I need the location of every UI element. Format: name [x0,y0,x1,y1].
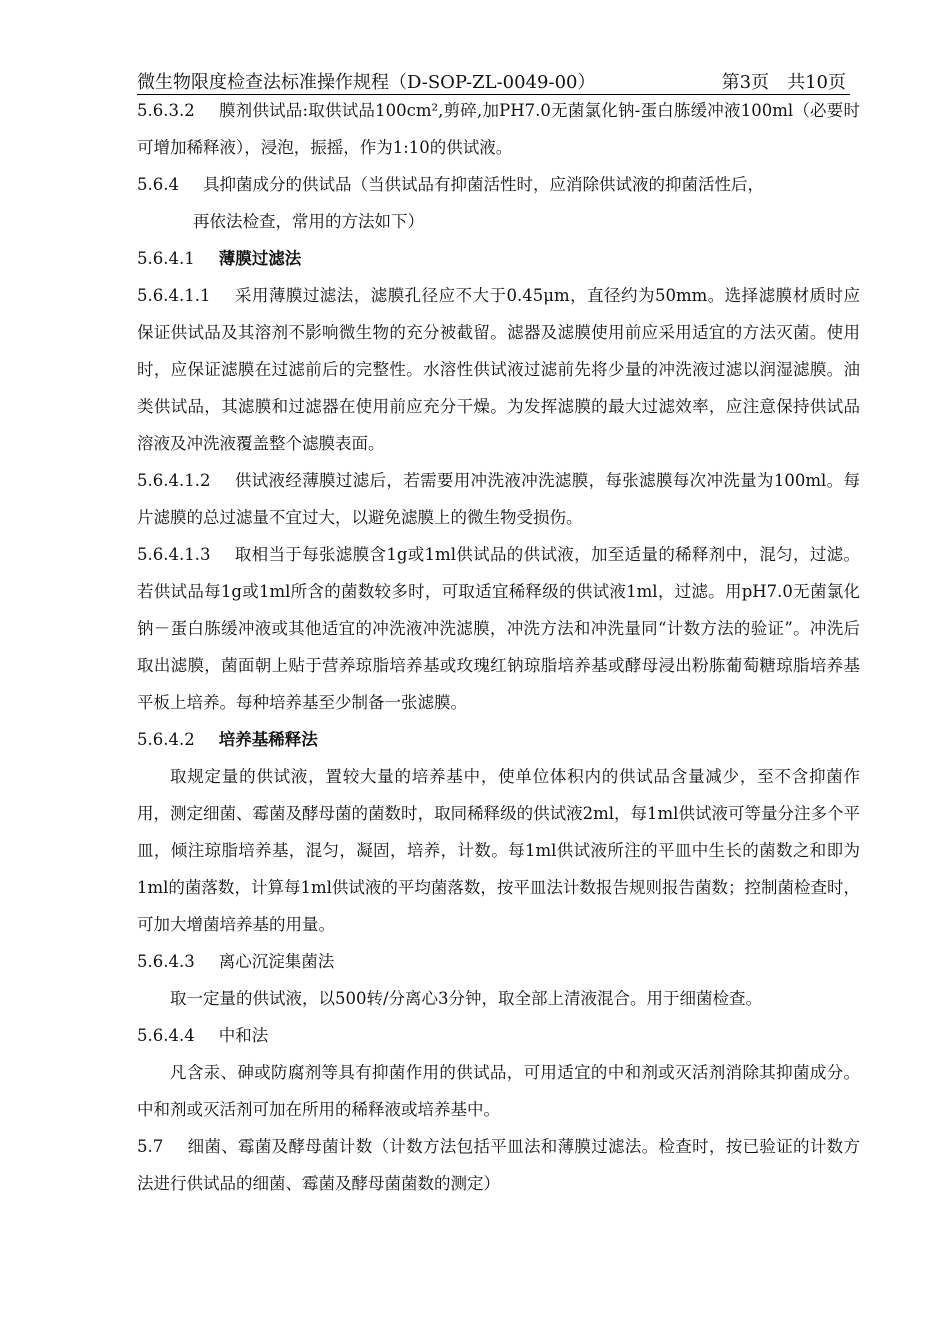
paragraph-text: 取一定量的供试液，以500转/分离心3分钟，取全部上清液混合。用于细菌检查。 [170,989,763,1008]
paragraph-5-6-4-1-3 [137,536,860,721]
document-body [137,92,860,1202]
section-number: 5.6.4.4 [137,1026,195,1045]
section-number: 5.6.4.1 [137,249,195,268]
paragraph-text: 再依法检查，常用的方法如下） [193,212,424,231]
paragraph-5-6-4-1-2 [137,462,860,536]
paragraph-5-7 [137,1128,860,1202]
heading-5-6-4-2 [137,721,860,758]
section-number: 5.6.4.1.2 [137,471,211,490]
paragraph-text: 膜剂供试品:取供试品100cm²,剪碎,加PH7.0无菌氯化钠-蛋白胨缓冲液100ml（必要时可增加稀释液），浸泡，振摇，作为1:10的供试液。 [137,101,860,157]
paragraph-5-6-4-continuation [137,203,860,240]
section-heading: 离心沉淀集菌法 [218,952,335,971]
paragraph-centrifuge [137,980,860,1017]
page-number: 第3页 共10页 [721,72,846,93]
section-number: 5.6.4.1.3 [137,545,211,564]
paragraph-text: 凡含汞、砷或防腐剂等具有抑菌作用的供试品，可用适宜的中和剂或灭活剂消除其抑菌成分。中和剂或灭活剂可加在所用的稀释液或培养基中。 [137,1063,860,1119]
document-title: 微生物限度检查法标准操作规程（D-SOP-ZL-0049-00） [137,72,596,93]
heading-5-6-4-4 [137,1017,860,1054]
section-heading: 中和法 [218,1026,269,1045]
paragraph-text: 采用薄膜过滤法，滤膜孔径应不大于0.45μm，直径约为50mm。选择滤膜材质时应保证供试品及其溶剂不影响微生物的充分被截留。滤器及滤膜使用前应采用适宜的方法灭菌。使用时，应保证滤膜在过滤前后的完整性。水溶性供试液过滤前先将少量的冲洗液过滤以润湿滤膜。油类供试品，其滤膜和过滤器在使用前应充分干燥。为发挥滤膜的最大过滤效率，应注意保持供试品溶液及冲洗液覆盖整个滤膜表面。 [137,286,860,453]
paragraph-text: 供试液经薄膜过滤后，若需要用冲洗液冲洗滤膜，每张滤膜每次冲洗量为100ml。每片滤膜的总过滤量不宜过大，以避免滤膜上的微生物受损伤。 [137,471,860,527]
paragraph-5-6-4-1-1 [137,277,860,462]
paragraph-neutralization [137,1054,860,1128]
section-number: 5.6.3.2 [137,101,195,120]
paragraph-text: 具抑菌成分的供试品（当供试品有抑菌活性时，应消除供试液的抑菌活性后， [202,175,764,194]
paragraph-text: 细菌、霉菌及酵母菌计数（计数方法包括平皿法和薄膜过滤法。检查时，按已验证的计数方法进行供试品的细菌、霉菌及酵母菌菌数的测定） [137,1137,860,1193]
section-number: 5.6.4.2 [137,730,195,749]
heading-5-6-4-1 [137,240,860,277]
paragraph-5-6-3-2 [137,92,860,166]
heading-5-6-4-3 [137,943,860,980]
paragraph-culture-dilution [137,758,860,943]
section-heading: 薄膜过滤法 [218,249,302,268]
page-header [137,64,850,95]
section-number: 5.6.4.1.1 [137,286,211,305]
section-number: 5.7 [137,1137,164,1156]
paragraph-text: 取相当于每张滤膜含1g或1ml供试品的供试液，加至适量的稀释剂中，混匀，过滤。若供试品每1g或1ml所含的菌数较多时，可取适宜稀释级的供试液1ml，过滤。用pH7.0无菌氯化钠－蛋白胨缓冲液或其他适宜的冲洗液冲洗滤膜，冲洗方法和冲洗量同“计数方法的验证”。冲洗后取出滤膜，菌面朝上贴于营养琼脂培养基或玫瑰红钠琼脂培养基或酵母浸出粉胨葡萄糖琼脂培养基平板上培养。每种培养基至少制备一张滤膜。 [137,545,860,712]
paragraph-text: 取规定量的供试液，置较大量的培养基中，使单位体积内的供试品含量减少，至不含抑菌作用，测定细菌、霉菌及酵母菌的菌数时，取同稀释级的供试液2ml，每1ml供试液可等量分注多个平皿，倾注琼脂培养基，混匀，凝固，培养，计数。每1ml供试液所注的平皿中生长的菌数之和即为1ml的菌落数，计算每1ml供试液的平均菌落数，按平皿法计数报告规则报告菌数；控制菌检查时，可加大增菌培养基的用量。 [137,767,860,934]
section-number: 5.6.4 [137,175,179,194]
paragraph-5-6-4 [137,166,860,203]
section-heading: 培养基稀释法 [218,730,318,749]
section-number: 5.6.4.3 [137,952,195,971]
